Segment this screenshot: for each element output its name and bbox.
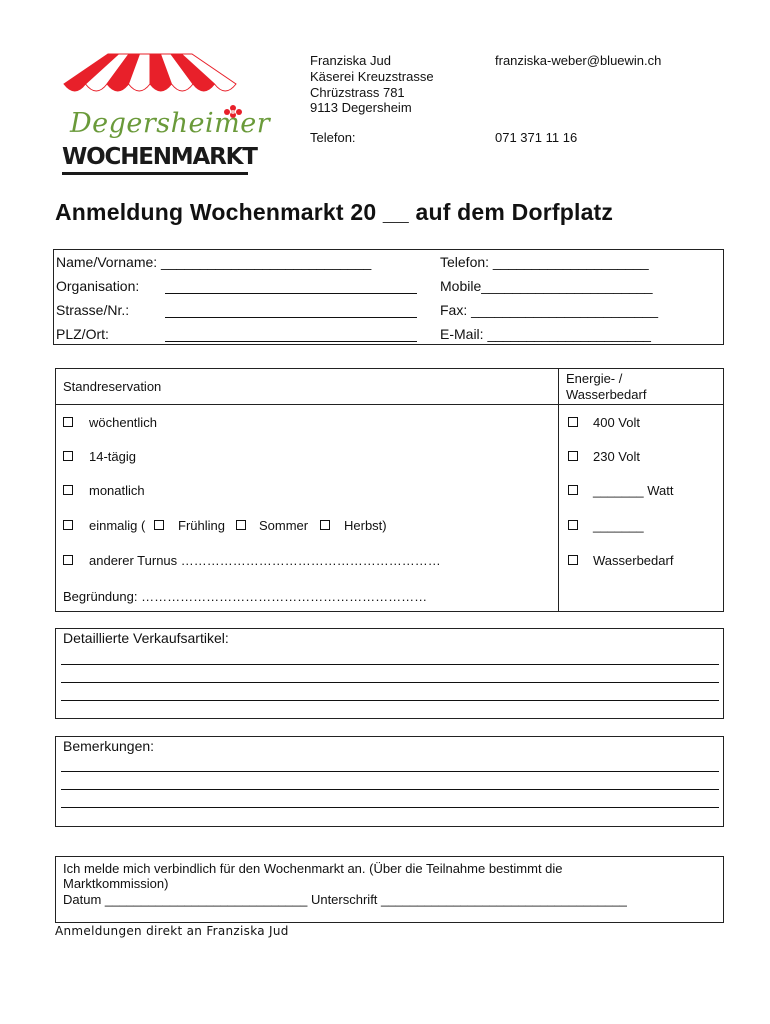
remarks-label: Bemerkungen: <box>63 738 155 754</box>
autumn-label: Herbst) <box>344 518 387 533</box>
remarks-box <box>55 736 724 827</box>
400v-label: 400 Volt <box>593 415 640 430</box>
street-label: Strasse/Nr.: <box>56 302 130 318</box>
reservation-header-left: Standreservation <box>63 379 162 394</box>
water-checkbox[interactable] <box>568 555 578 565</box>
weekly-label: wöchentlich <box>89 415 157 430</box>
watt-field[interactable]: _______ Watt <box>593 483 674 498</box>
date-signature-field[interactable]: Datum ____________________________ Unterschrift __________________________________ <box>63 892 627 907</box>
summer-label: Sommer <box>259 518 309 533</box>
reason-field[interactable]: Begründung: ………………………………………………………… <box>63 589 428 604</box>
org-label: Organisation: <box>56 278 140 294</box>
remarks-line-2[interactable] <box>61 789 719 790</box>
230v-label: 230 Volt <box>593 449 640 464</box>
contact-company: Käserei Kreuzstrasse <box>310 69 434 84</box>
logo-block-text: WOCHENMARKT <box>62 144 257 170</box>
confirmation-text-1: Ich melde mich verbindlich für den Wochenmarkt an. (Über die Teilnahme bestimmt die <box>63 861 563 876</box>
contact-email: franziska-weber@bluewin.ch <box>495 53 662 68</box>
other-checkbox[interactable] <box>63 555 73 565</box>
plz-field[interactable] <box>165 341 417 342</box>
energy-header-line2: Wasserbedarf <box>566 387 647 402</box>
once-checkbox[interactable] <box>63 520 73 530</box>
org-field[interactable] <box>165 293 417 294</box>
energy-header-line1: Energie- / <box>566 371 623 386</box>
email-field[interactable]: E-Mail: _____________________ <box>440 326 651 342</box>
contact-street: Chrüzstrass 781 <box>310 85 405 100</box>
water-label: Wasserbedarf <box>593 553 674 568</box>
reservation-column-divider <box>558 368 559 612</box>
mobile-field[interactable]: Mobile______________________ <box>440 278 653 294</box>
biweekly-checkbox[interactable] <box>63 451 73 461</box>
autumn-checkbox[interactable] <box>320 520 330 530</box>
contact-phone-label: Telefon: <box>310 130 356 145</box>
summer-checkbox[interactable] <box>236 520 246 530</box>
other-label: anderer Turnus …………………………………………………… <box>89 553 441 568</box>
watt-checkbox[interactable] <box>568 485 578 495</box>
footer-note: Anmeldungen direkt an Franziska Jud <box>55 924 289 938</box>
confirmation-text-2: Marktkommission) <box>63 876 169 891</box>
spring-label: Frühling <box>178 518 225 533</box>
contact-city: 9113 Degersheim <box>310 100 412 115</box>
biweekly-label: 14-tägig <box>89 449 136 464</box>
contact-phone: 071 371 11 16 <box>495 130 578 145</box>
logo-underline <box>62 172 248 175</box>
weekly-checkbox[interactable] <box>63 417 73 427</box>
plz-label: PLZ/Ort: <box>56 326 109 342</box>
articles-line-2[interactable] <box>61 682 719 683</box>
monthly-label: monatlich <box>89 483 145 498</box>
remarks-line-1[interactable] <box>61 771 719 772</box>
phone-field[interactable]: Telefon: ____________________ <box>440 254 649 270</box>
articles-label: Detaillierte Verkaufsartikel: <box>63 630 229 646</box>
once-label: einmalig ( <box>89 518 146 533</box>
fax-field[interactable]: Fax: ________________________ <box>440 302 658 318</box>
400v-checkbox[interactable] <box>568 417 578 427</box>
remarks-line-3[interactable] <box>61 807 719 808</box>
page-title: Anmeldung Wochenmarkt 20 __ auf dem Dorfplatz <box>55 199 614 225</box>
reservation-header-divider <box>55 404 724 405</box>
articles-line-1[interactable] <box>61 664 719 665</box>
logo-script-text: Degersheimer <box>70 108 271 139</box>
articles-line-3[interactable] <box>61 700 719 701</box>
230v-checkbox[interactable] <box>568 451 578 461</box>
other-energy-checkbox[interactable] <box>568 520 578 530</box>
spring-checkbox[interactable] <box>154 520 164 530</box>
name-field[interactable]: Name/Vorname: ___________________________ <box>56 254 372 270</box>
market-logo <box>58 50 271 178</box>
contact-name: Franziska Jud <box>310 53 391 68</box>
other-energy-field[interactable]: _______ <box>593 518 644 533</box>
street-field[interactable] <box>165 317 417 318</box>
monthly-checkbox[interactable] <box>63 485 73 495</box>
